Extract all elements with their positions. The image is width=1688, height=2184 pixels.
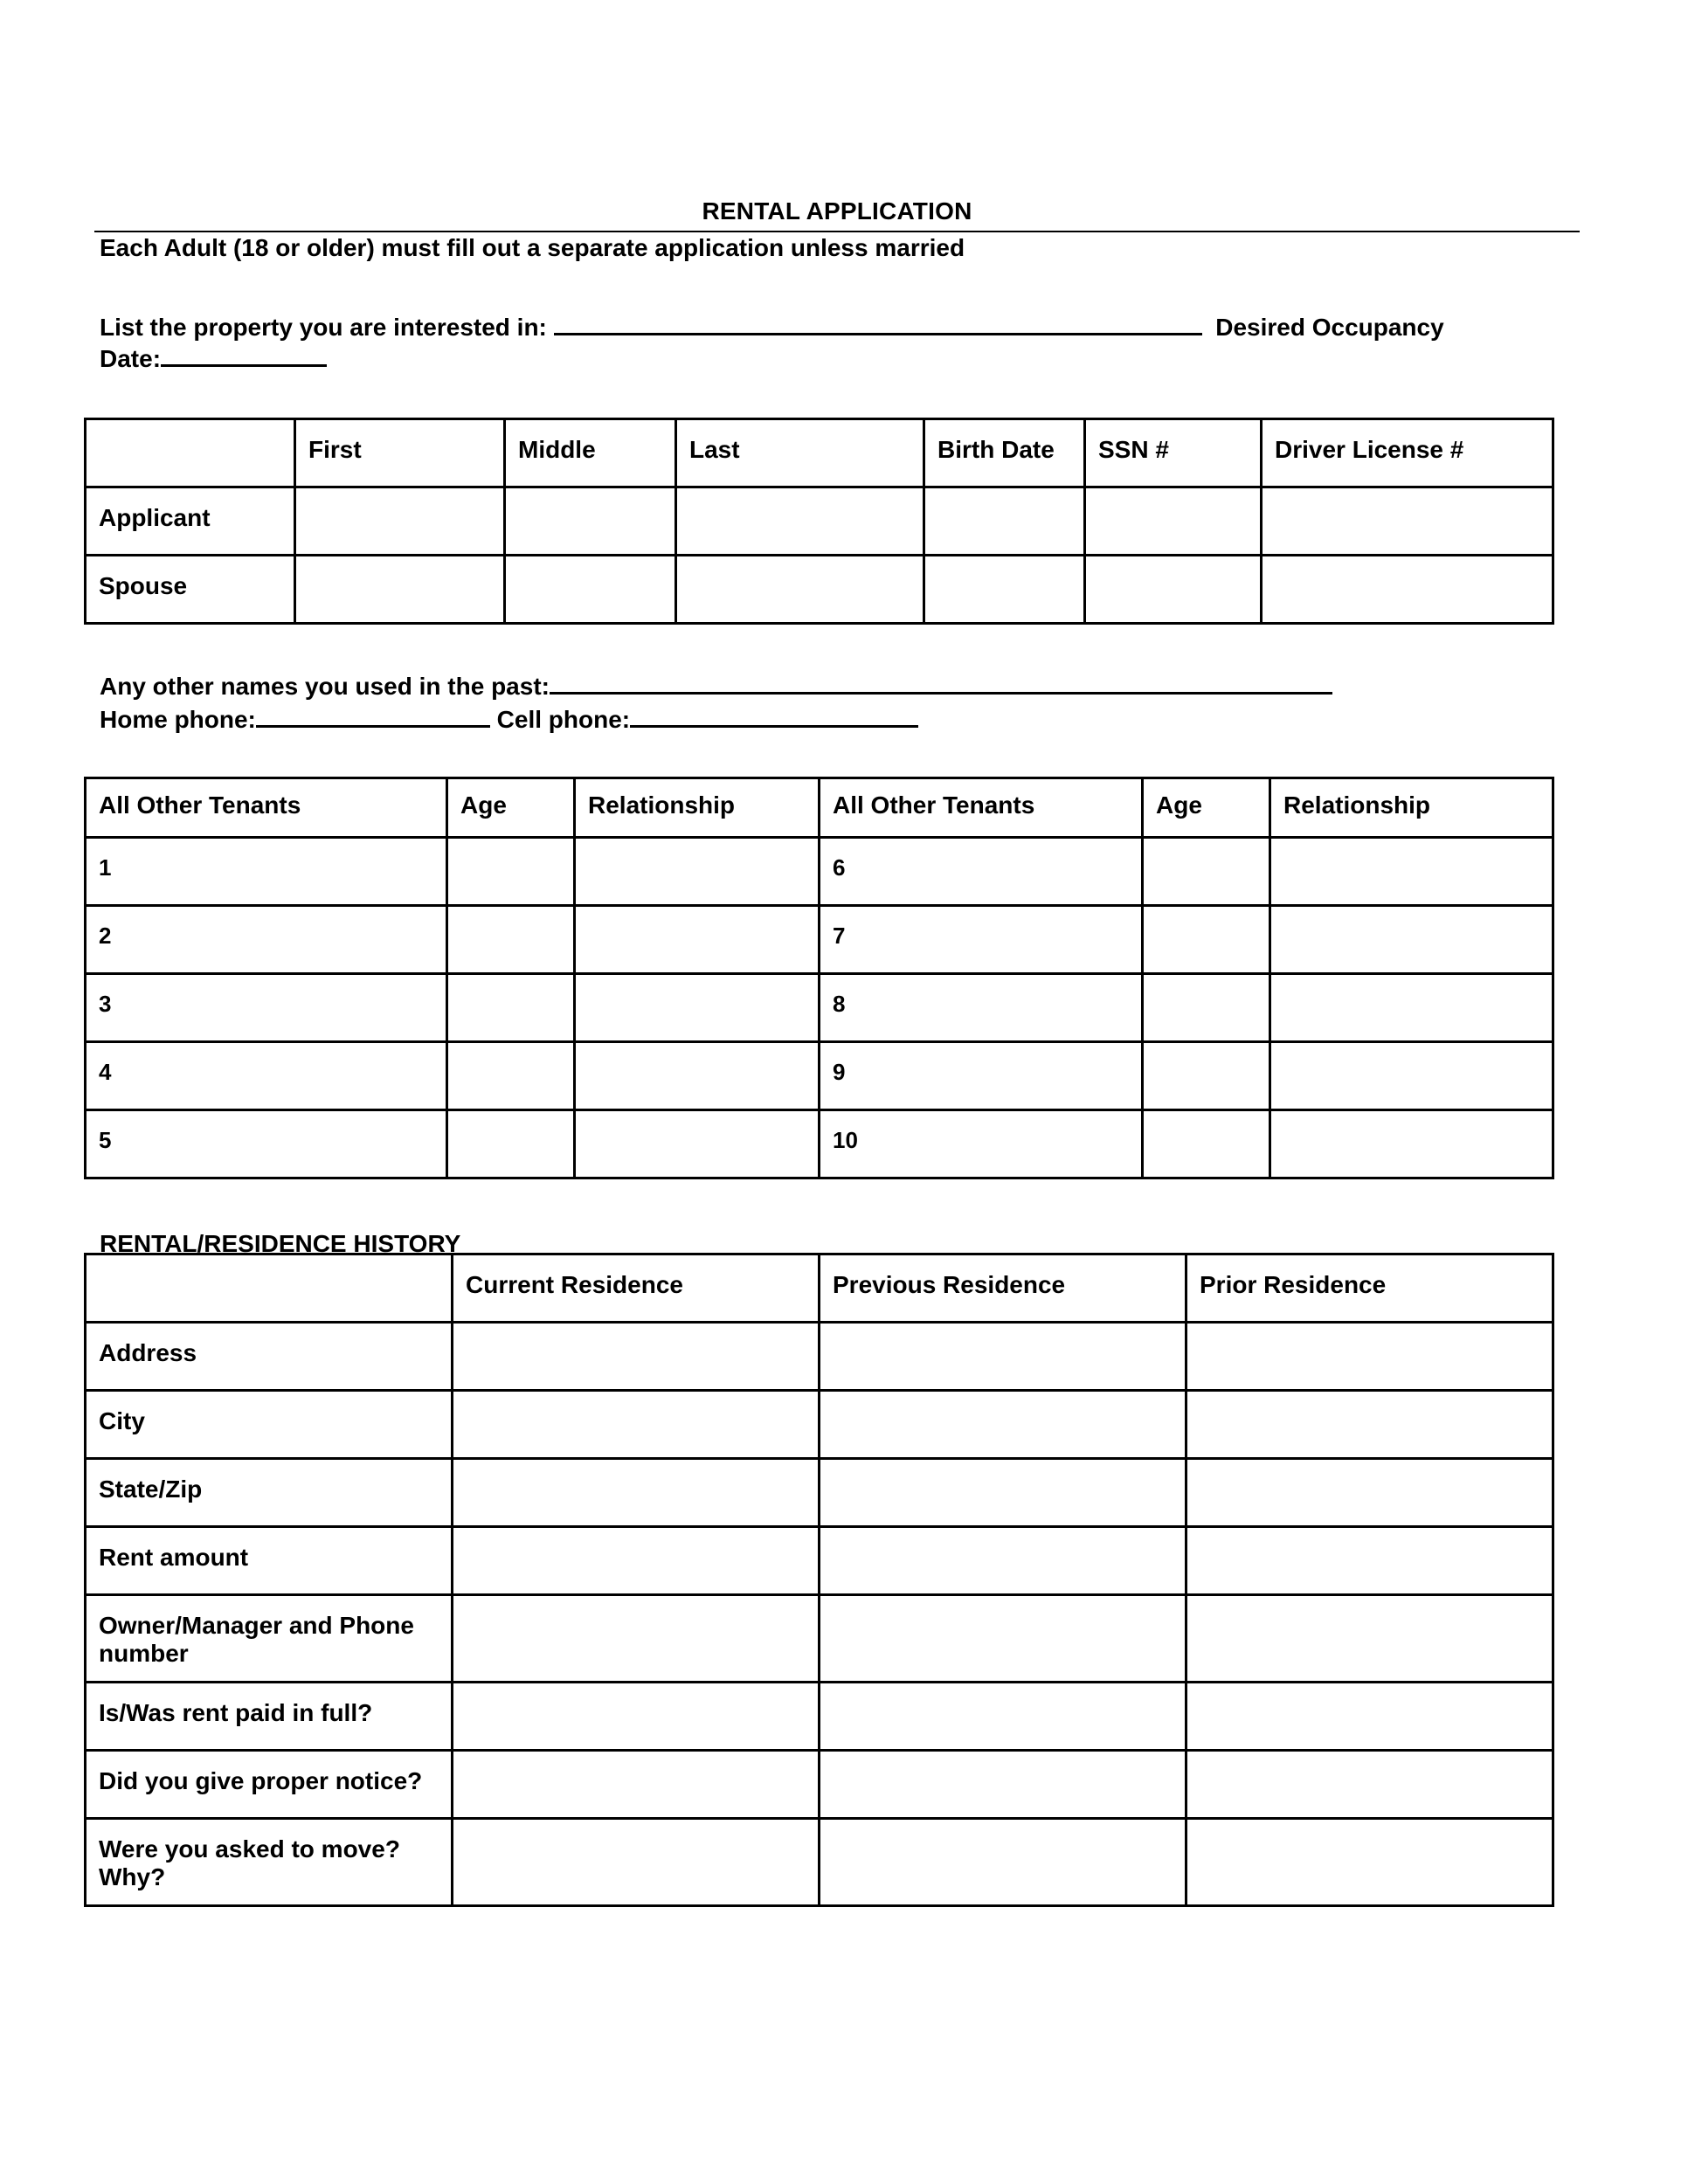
header-relationship-right: Relationship — [1270, 778, 1553, 838]
tenant-relationship-cell[interactable] — [1270, 838, 1553, 906]
phone-line — [100, 702, 918, 734]
tenant-number[interactable]: 8 — [820, 974, 1143, 1042]
header-relationship-left: Relationship — [575, 778, 820, 838]
history-cell[interactable] — [820, 1819, 1186, 1906]
applicant-row — [86, 487, 1553, 556]
tenant-age-cell[interactable] — [447, 838, 575, 906]
history-row-label: Rent amount — [86, 1527, 453, 1595]
header-prior-residence: Prior Residence — [1186, 1254, 1553, 1323]
tenant-relationship-cell[interactable] — [1270, 906, 1553, 974]
history-cell[interactable] — [1186, 1595, 1553, 1683]
history-cell[interactable] — [453, 1751, 820, 1819]
tenant-number[interactable]: 6 — [820, 838, 1143, 906]
tenant-row — [86, 1110, 1553, 1178]
spouse-last-cell[interactable] — [676, 556, 924, 624]
tenant-age-cell[interactable] — [1143, 906, 1270, 974]
history-cell[interactable] — [453, 1819, 820, 1906]
spouse-ssn-cell[interactable] — [1085, 556, 1262, 624]
history-cell[interactable] — [453, 1527, 820, 1595]
history-row-label: Owner/Manager and Phone number — [86, 1595, 453, 1683]
tenant-number[interactable]: 4 — [86, 1042, 447, 1110]
tenant-age-cell[interactable] — [447, 1110, 575, 1178]
row-label-spouse: Spouse — [86, 556, 295, 624]
title-divider — [94, 231, 1580, 232]
history-cell[interactable] — [1186, 1527, 1553, 1595]
tenant-age-cell[interactable] — [447, 906, 575, 974]
history-cell[interactable] — [453, 1459, 820, 1527]
applicant-ssn-cell[interactable] — [1085, 487, 1262, 556]
date-line — [100, 342, 327, 373]
history-cell[interactable] — [1186, 1459, 1553, 1527]
header-last: Last — [676, 419, 924, 487]
tenant-relationship-cell[interactable] — [1270, 1110, 1553, 1178]
cell-phone-label: Cell phone: — [496, 706, 631, 733]
history-header-row — [86, 1254, 1553, 1323]
tenant-age-cell[interactable] — [1143, 1110, 1270, 1178]
tenant-number[interactable]: 1 — [86, 838, 447, 906]
history-cell[interactable] — [1186, 1819, 1553, 1906]
history-cell[interactable] — [820, 1391, 1186, 1459]
header-middle: Middle — [505, 419, 676, 487]
header-driver-license: Driver License # — [1262, 419, 1553, 487]
tenant-number[interactable]: 9 — [820, 1042, 1143, 1110]
history-row-label: Did you give proper notice? — [86, 1751, 453, 1819]
tenant-age-cell[interactable] — [447, 974, 575, 1042]
occupancy-label: Desired Occupancy — [1215, 314, 1444, 341]
history-header-blank — [86, 1254, 453, 1323]
tenant-number[interactable]: 10 — [820, 1110, 1143, 1178]
applicant-last-cell[interactable] — [676, 487, 924, 556]
history-cell[interactable] — [453, 1595, 820, 1683]
tenant-age-cell[interactable] — [1143, 838, 1270, 906]
history-cell[interactable] — [1186, 1751, 1553, 1819]
header-previous-residence: Previous Residence — [820, 1254, 1186, 1323]
other-names-input[interactable] — [550, 669, 1332, 695]
applicant-header-blank — [86, 419, 295, 487]
history-row-label: City — [86, 1391, 453, 1459]
history-cell[interactable] — [820, 1323, 1186, 1391]
applicant-header-row — [86, 419, 1553, 487]
cell-phone-input[interactable] — [630, 702, 918, 728]
history-row — [86, 1819, 1553, 1906]
tenant-row — [86, 1042, 1553, 1110]
history-cell[interactable] — [1186, 1323, 1553, 1391]
header-current-residence: Current Residence — [453, 1254, 820, 1323]
header-tenants-right: All Other Tenants — [820, 778, 1143, 838]
applicant-license-cell[interactable] — [1262, 487, 1553, 556]
header-birth-date: Birth Date — [924, 419, 1085, 487]
history-cell[interactable] — [1186, 1391, 1553, 1459]
history-cell[interactable] — [453, 1391, 820, 1459]
history-row-label: State/Zip — [86, 1459, 453, 1527]
history-cell[interactable] — [453, 1683, 820, 1751]
history-row — [86, 1323, 1553, 1391]
date-label: Date: — [100, 345, 162, 372]
tenant-relationship-cell[interactable] — [1270, 974, 1553, 1042]
history-row — [86, 1459, 1553, 1527]
header-age-left: Age — [447, 778, 575, 838]
header-age-right: Age — [1143, 778, 1270, 838]
tenant-row — [86, 838, 1553, 906]
tenants-header-row — [86, 778, 1553, 838]
form-title: RENTAL APPLICATION — [702, 197, 972, 225]
tenant-relationship-cell[interactable] — [1270, 1042, 1553, 1110]
history-section-title: RENTAL/RESIDENCE HISTORY — [100, 1230, 461, 1257]
tenant-age-cell[interactable] — [1143, 974, 1270, 1042]
property-label: List the property you are interested in: — [100, 314, 547, 341]
spouse-license-cell[interactable] — [1262, 556, 1553, 624]
history-cell[interactable] — [820, 1595, 1186, 1683]
tenant-relationship-cell[interactable] — [575, 906, 820, 974]
history-row — [86, 1595, 1553, 1683]
history-cell[interactable] — [820, 1683, 1186, 1751]
tenant-relationship-cell[interactable] — [575, 974, 820, 1042]
history-row — [86, 1683, 1553, 1751]
property-input[interactable] — [554, 310, 1202, 335]
history-row-label: Were you asked to move? Why? — [86, 1819, 453, 1906]
spouse-middle-cell[interactable] — [505, 556, 676, 624]
other-names-line — [100, 669, 1332, 701]
history-row-label: Is/Was rent paid in full? — [86, 1683, 453, 1751]
header-tenants-left: All Other Tenants — [86, 778, 447, 838]
history-cell[interactable] — [820, 1751, 1186, 1819]
applicant-middle-cell[interactable] — [505, 487, 676, 556]
tenant-relationship-cell[interactable] — [575, 1110, 820, 1178]
tenant-number[interactable]: 5 — [86, 1110, 447, 1178]
other-names-label: Any other names you used in the past: — [100, 673, 550, 700]
history-cell[interactable] — [1186, 1683, 1553, 1751]
tenant-row — [86, 906, 1553, 974]
tenant-number[interactable]: 3 — [86, 974, 447, 1042]
tenant-number[interactable]: 2 — [86, 906, 447, 974]
history-cell[interactable] — [820, 1527, 1186, 1595]
tenant-age-cell[interactable] — [447, 1042, 575, 1110]
applicant-first-cell[interactable] — [295, 487, 505, 556]
spouse-first-cell[interactable] — [295, 556, 505, 624]
intro-text: Each Adult (18 or older) must fill out a separate application unless married — [100, 234, 965, 261]
applicant-table — [84, 418, 1554, 625]
tenant-relationship-cell[interactable] — [575, 1042, 820, 1110]
history-cell[interactable] — [453, 1323, 820, 1391]
header-ssn: SSN # — [1085, 419, 1262, 487]
spouse-birth-date-cell[interactable] — [924, 556, 1085, 624]
tenant-number[interactable]: 7 — [820, 906, 1143, 974]
history-row — [86, 1527, 1553, 1595]
home-phone-label: Home phone: — [100, 706, 256, 733]
date-input[interactable] — [161, 342, 327, 367]
tenant-row — [86, 974, 1553, 1042]
history-row — [86, 1751, 1553, 1819]
property-line — [100, 310, 1444, 342]
tenants-table — [84, 777, 1554, 1179]
history-table — [84, 1253, 1554, 1907]
history-cell[interactable] — [820, 1459, 1186, 1527]
tenant-age-cell[interactable] — [1143, 1042, 1270, 1110]
header-first: First — [295, 419, 505, 487]
history-row-label: Address — [86, 1323, 453, 1391]
spouse-row — [86, 556, 1553, 624]
applicant-birth-date-cell[interactable] — [924, 487, 1085, 556]
home-phone-input[interactable] — [256, 702, 490, 728]
tenant-relationship-cell[interactable] — [575, 838, 820, 906]
row-label-applicant: Applicant — [86, 487, 295, 556]
history-row — [86, 1391, 1553, 1459]
